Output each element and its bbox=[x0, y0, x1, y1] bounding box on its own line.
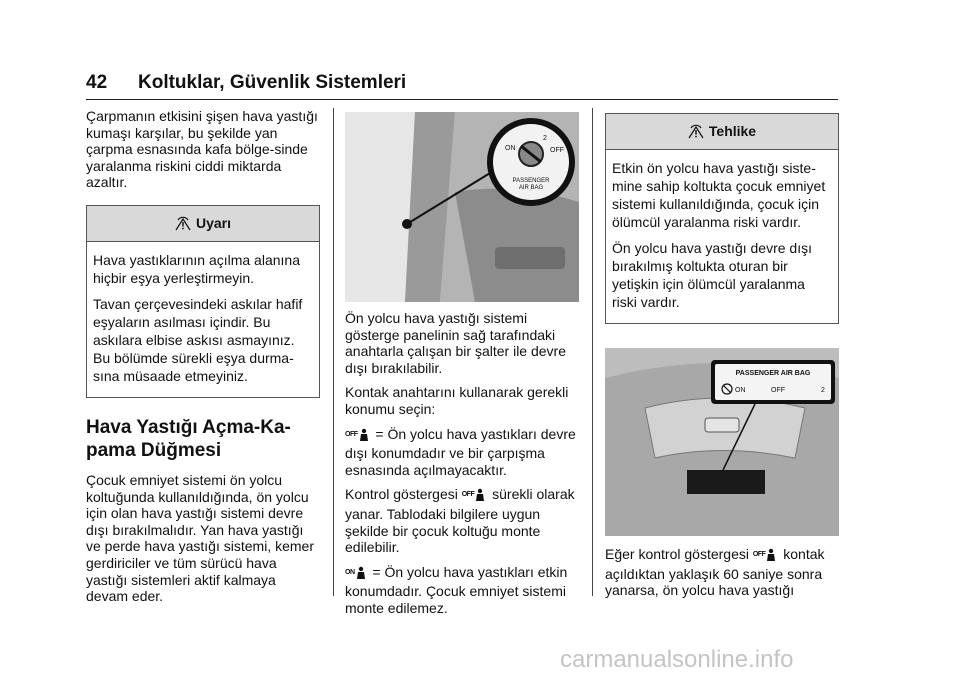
danger-text-2: Ön yolcu hava yastığı devre dışı bırakılmış koltukta oturan bir yetişkin için ölümcül yaralanma riski vardır. bbox=[612, 240, 812, 310]
off-indicator-icon-2: OFF bbox=[753, 547, 778, 566]
indicator-text-b: sürekli olarak yanar. Tablodaki bilgilere uygun şekilde bir çocuk koltuğu monte edilebilir. bbox=[345, 486, 575, 556]
middle-paragraph-4 bbox=[345, 486, 579, 555]
photo-label-on: ON bbox=[505, 145, 516, 152]
danger-title: Tehlike bbox=[708, 123, 757, 140]
right-text-a: Eğer kontrol göstergesi bbox=[605, 546, 753, 562]
column-left bbox=[86, 108, 320, 613]
indicator-text-a: Kontrol göstergesi bbox=[345, 486, 462, 503]
page-number: 42 bbox=[86, 72, 108, 93]
warning-box bbox=[86, 205, 320, 398]
off-indicator-icon: OFF bbox=[462, 487, 487, 506]
indicator-label-off: OFF bbox=[771, 387, 785, 394]
column-right bbox=[605, 108, 839, 607]
middle-paragraph-5 bbox=[345, 564, 579, 617]
danger-body bbox=[606, 150, 838, 323]
middle-paragraph-2: Kontak anahtarını kullanarak gerekli konumu seçin: bbox=[345, 384, 569, 417]
airbag-switch-photo bbox=[345, 112, 579, 302]
right-paragraph bbox=[605, 546, 839, 599]
photo-label-line2: AIR BAG bbox=[518, 185, 544, 191]
column-divider bbox=[592, 108, 593, 596]
warning-header bbox=[87, 206, 319, 242]
page-title: Koltuklar, Güvenlik Sistemleri bbox=[138, 72, 407, 93]
intro-paragraph: Çarpmanın etkisini şişen hava yastığı kumaşı karşılar, bu şekilde yan çarpma esnasında kafa bölge-sinde yaralanma riskini ciddi miktarda azaltır. bbox=[86, 108, 318, 191]
airbag-indicator-photo bbox=[605, 348, 839, 536]
warning-text-2: Tavan çerçevesindeki askılar hafif eşyaların asılması içindir. Bu askılara elbise askısı asmayınız. Bu bölümde sürekli eşya durma-sına müsaade etmeyiniz. bbox=[93, 295, 303, 384]
warning-body bbox=[87, 242, 319, 397]
column-divider bbox=[333, 108, 334, 596]
section-title: Hava Yastığı Açma-Ka-pama Düğmesi bbox=[86, 416, 291, 461]
middle-paragraph-3 bbox=[345, 426, 579, 479]
off-description: = Ön yolcu hava yastıkları devre dışı konumdadır ve bir çarpışma esnasında açılmayacaktır. bbox=[345, 425, 576, 478]
danger-text-1: Etkin ön yolcu hava yastığı siste-mine sahip koltukta çocuk emniyet sistemi kullanıldığında, çocuk için ölümcül yaralanma riski vardır. bbox=[612, 160, 826, 230]
page-header bbox=[86, 72, 838, 100]
indicator-label-on: ON bbox=[735, 387, 746, 394]
warning-title: Uyarı bbox=[195, 215, 232, 232]
photo-label-line1: PASSENGER bbox=[512, 178, 550, 184]
danger-header bbox=[606, 114, 838, 150]
photo-label-off: OFF bbox=[550, 147, 564, 154]
watermark: carmanualsonline.info bbox=[560, 646, 794, 673]
indicator-title: PASSENGER AIR BAG bbox=[735, 370, 811, 377]
danger-box bbox=[605, 113, 839, 324]
warning-icon bbox=[175, 216, 191, 231]
column-middle bbox=[345, 108, 579, 625]
warning-text-1: Hava yastıklarının açılma alanına hiçbir eşya yerleştirmeyin. bbox=[93, 251, 300, 286]
section-paragraph: Çocuk emniyet sistemi ön yolcu koltuğunda kullanıldığında, ön yolcu için olan hava yastığı sistemi devre dışı bırakılmalıdır. Yan hava yastığı ve perde hava yastığı sistemi, kemer gerdiriciler ve tüm sürücü hava yastığı sistemleri aktif kalmaya devam eder. bbox=[86, 471, 314, 605]
photo-label-sub: 2 bbox=[543, 135, 547, 142]
danger-icon bbox=[688, 124, 704, 139]
right-text-b: kontak açıldıktan yaklaşık 60 saniye sonra yanarsa, ön yolcu hava yastığı bbox=[605, 546, 825, 599]
on-airbag-icon: ON bbox=[345, 565, 367, 584]
middle-paragraph-1: Ön yolcu hava yastığı sistemi gösterge panelinin sağ tarafındaki anahtarla çalışan bir şalter ile devre dışı bırakılabilir. bbox=[345, 310, 567, 376]
off-airbag-icon: OFF bbox=[345, 427, 370, 446]
on-description: = Ön yolcu hava yastıkları etkin konumdadır. Çocuk emniyet sistemi monte edilemez. bbox=[345, 563, 568, 616]
indicator-label-sub: 2 bbox=[821, 387, 825, 394]
